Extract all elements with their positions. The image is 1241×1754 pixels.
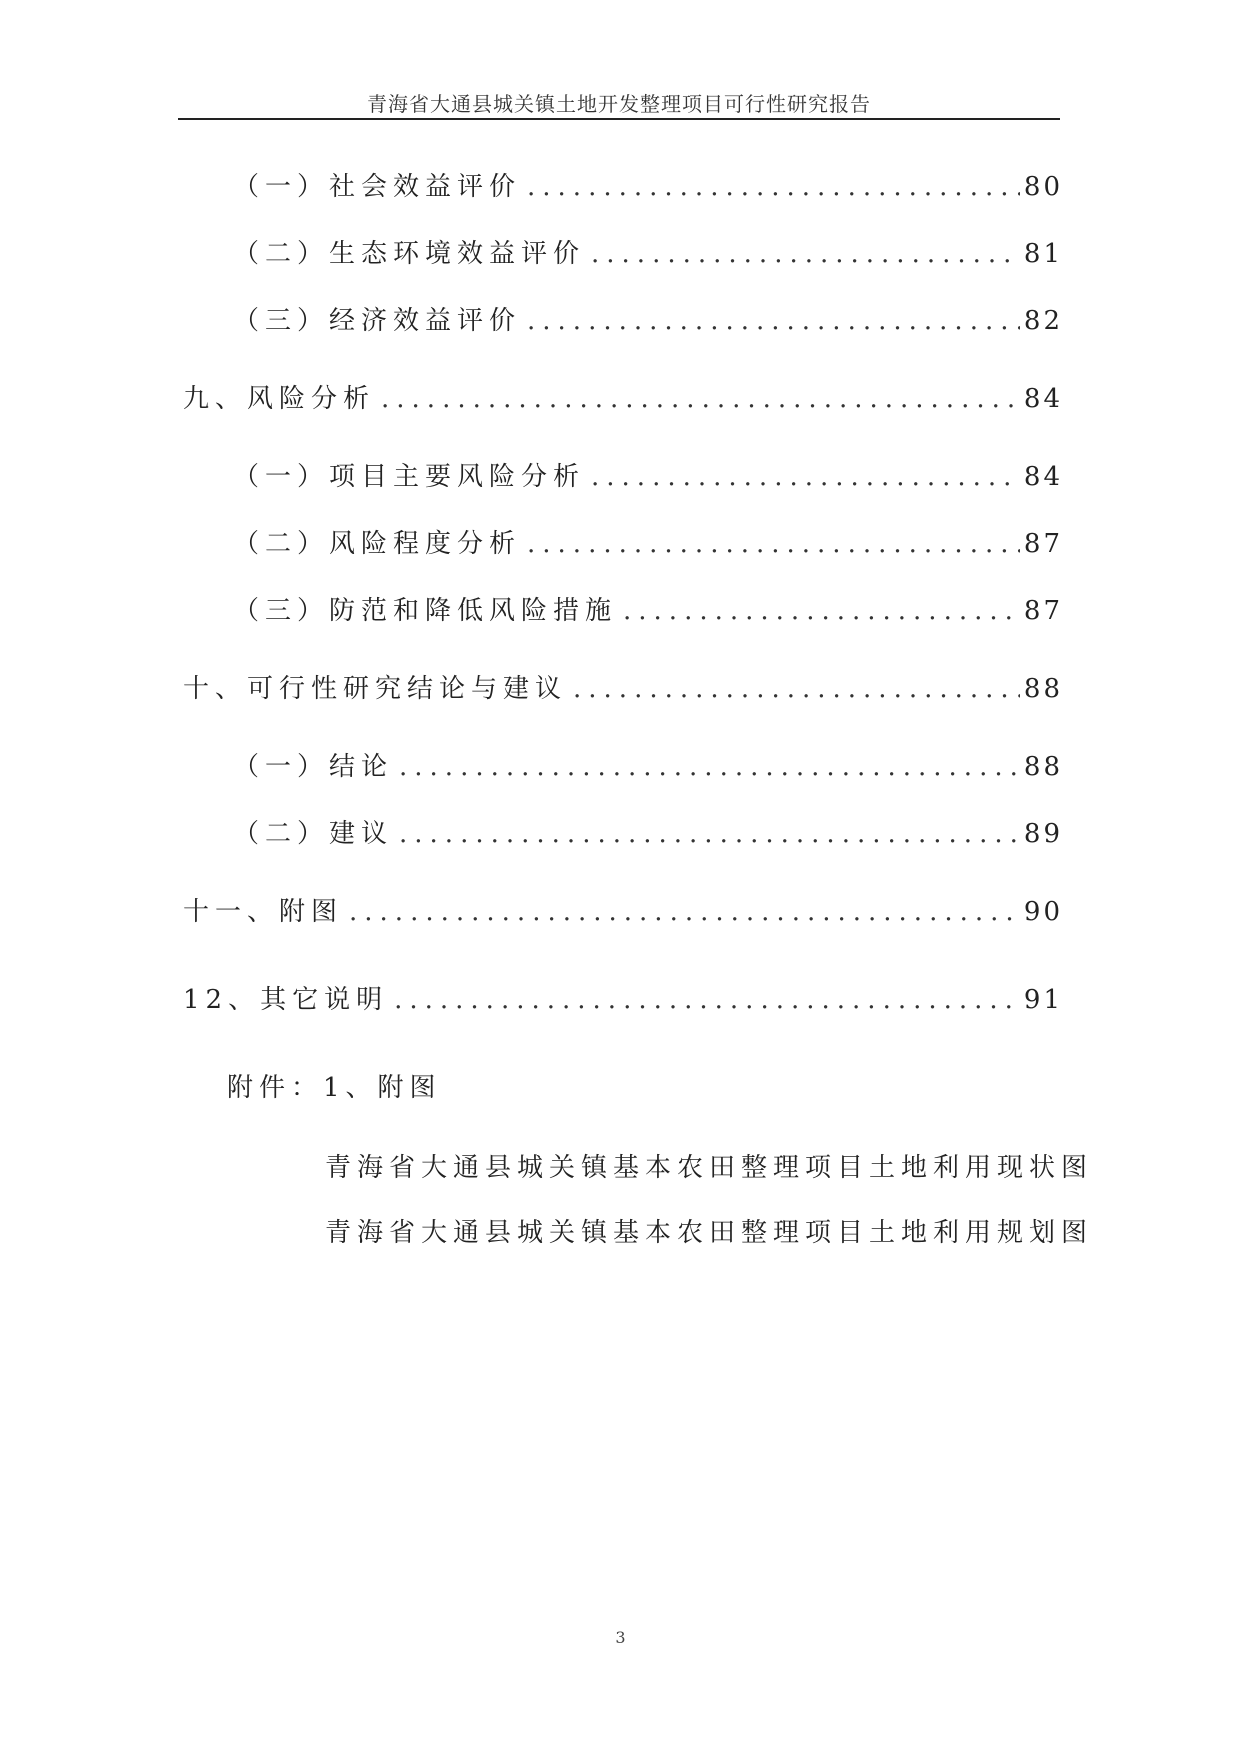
toc-dot-leader: [527, 529, 1020, 559]
toc-entry-page: 80: [1023, 172, 1063, 202]
toc-entry[interactable]: [183, 668, 1063, 705]
attachment-item: 青海省大通县城关镇基本农田整理项目土地利用现状图: [325, 1153, 1094, 1183]
toc-entry-title: 十、可行性研究结论与建议: [183, 674, 568, 704]
header-divider: [178, 118, 1060, 120]
toc-entry[interactable]: [233, 456, 1063, 493]
toc-entry-page: 81: [1023, 239, 1063, 269]
toc-dot-leader: [527, 306, 1020, 336]
page-number: 3: [615, 1628, 626, 1647]
toc-dot-leader: [394, 985, 1020, 1015]
toc-entry-title: （三）经济效益评价: [233, 306, 522, 336]
toc-entry-page: 84: [1023, 462, 1063, 492]
toc-entry-title: 12、其它说明: [183, 985, 389, 1015]
toc-dot-leader: [573, 674, 1020, 704]
toc-entry[interactable]: [233, 746, 1063, 783]
toc-entry-page: 91: [1023, 985, 1063, 1015]
toc-entry[interactable]: [183, 891, 1063, 928]
toc-entry-title: 九、风险分析: [183, 384, 376, 414]
toc-dot-leader: [349, 897, 1020, 927]
toc-entry-page: 87: [1023, 529, 1063, 559]
toc-entry-title: （三）防范和降低风险措施: [233, 596, 618, 626]
toc-dot-leader: [623, 596, 1020, 626]
toc-dot-leader: [381, 384, 1020, 414]
toc-entry-title: （一）结论: [233, 752, 394, 782]
page-header-title: 青海省大通县城关镇土地开发整理项目可行性研究报告: [367, 92, 871, 116]
toc-entry-title: （二）风险程度分析: [233, 529, 522, 559]
toc-entry-page: 87: [1023, 596, 1063, 626]
toc-entry-title: （二）生态环境效益评价: [233, 239, 586, 269]
toc-entry-title: 十一、附图: [183, 897, 344, 927]
toc-entry[interactable]: [233, 813, 1063, 850]
toc-entry[interactable]: [233, 590, 1063, 627]
toc-entry[interactable]: [233, 300, 1063, 337]
toc-entry-page: 89: [1023, 819, 1063, 849]
toc-entry[interactable]: [183, 378, 1063, 415]
toc-entry-title: （一）项目主要风险分析: [233, 462, 586, 492]
toc-entry-page: 82: [1023, 306, 1063, 336]
toc-entry-page: 88: [1023, 674, 1063, 704]
toc-dot-leader: [399, 752, 1020, 782]
toc-dot-leader: [591, 239, 1020, 269]
toc-entry[interactable]: [183, 979, 1063, 1016]
toc-entry[interactable]: [233, 233, 1063, 270]
toc-entry-title: （一）社会效益评价: [233, 172, 522, 202]
toc-dot-leader: [399, 819, 1020, 849]
toc-dot-leader: [527, 172, 1020, 202]
toc-entry-page: 90: [1023, 897, 1063, 927]
attachment-item: 青海省大通县城关镇基本农田整理项目土地利用规划图: [325, 1218, 1094, 1248]
toc-entry[interactable]: [233, 166, 1063, 203]
attachments-heading: 附件：1、附图: [227, 1073, 442, 1103]
toc-entry-page: 88: [1023, 752, 1063, 782]
toc-dot-leader: [591, 462, 1020, 492]
toc-entry-page: 84: [1023, 384, 1063, 414]
toc-entry-title: （二）建议: [233, 819, 394, 849]
toc-entry[interactable]: [233, 523, 1063, 560]
